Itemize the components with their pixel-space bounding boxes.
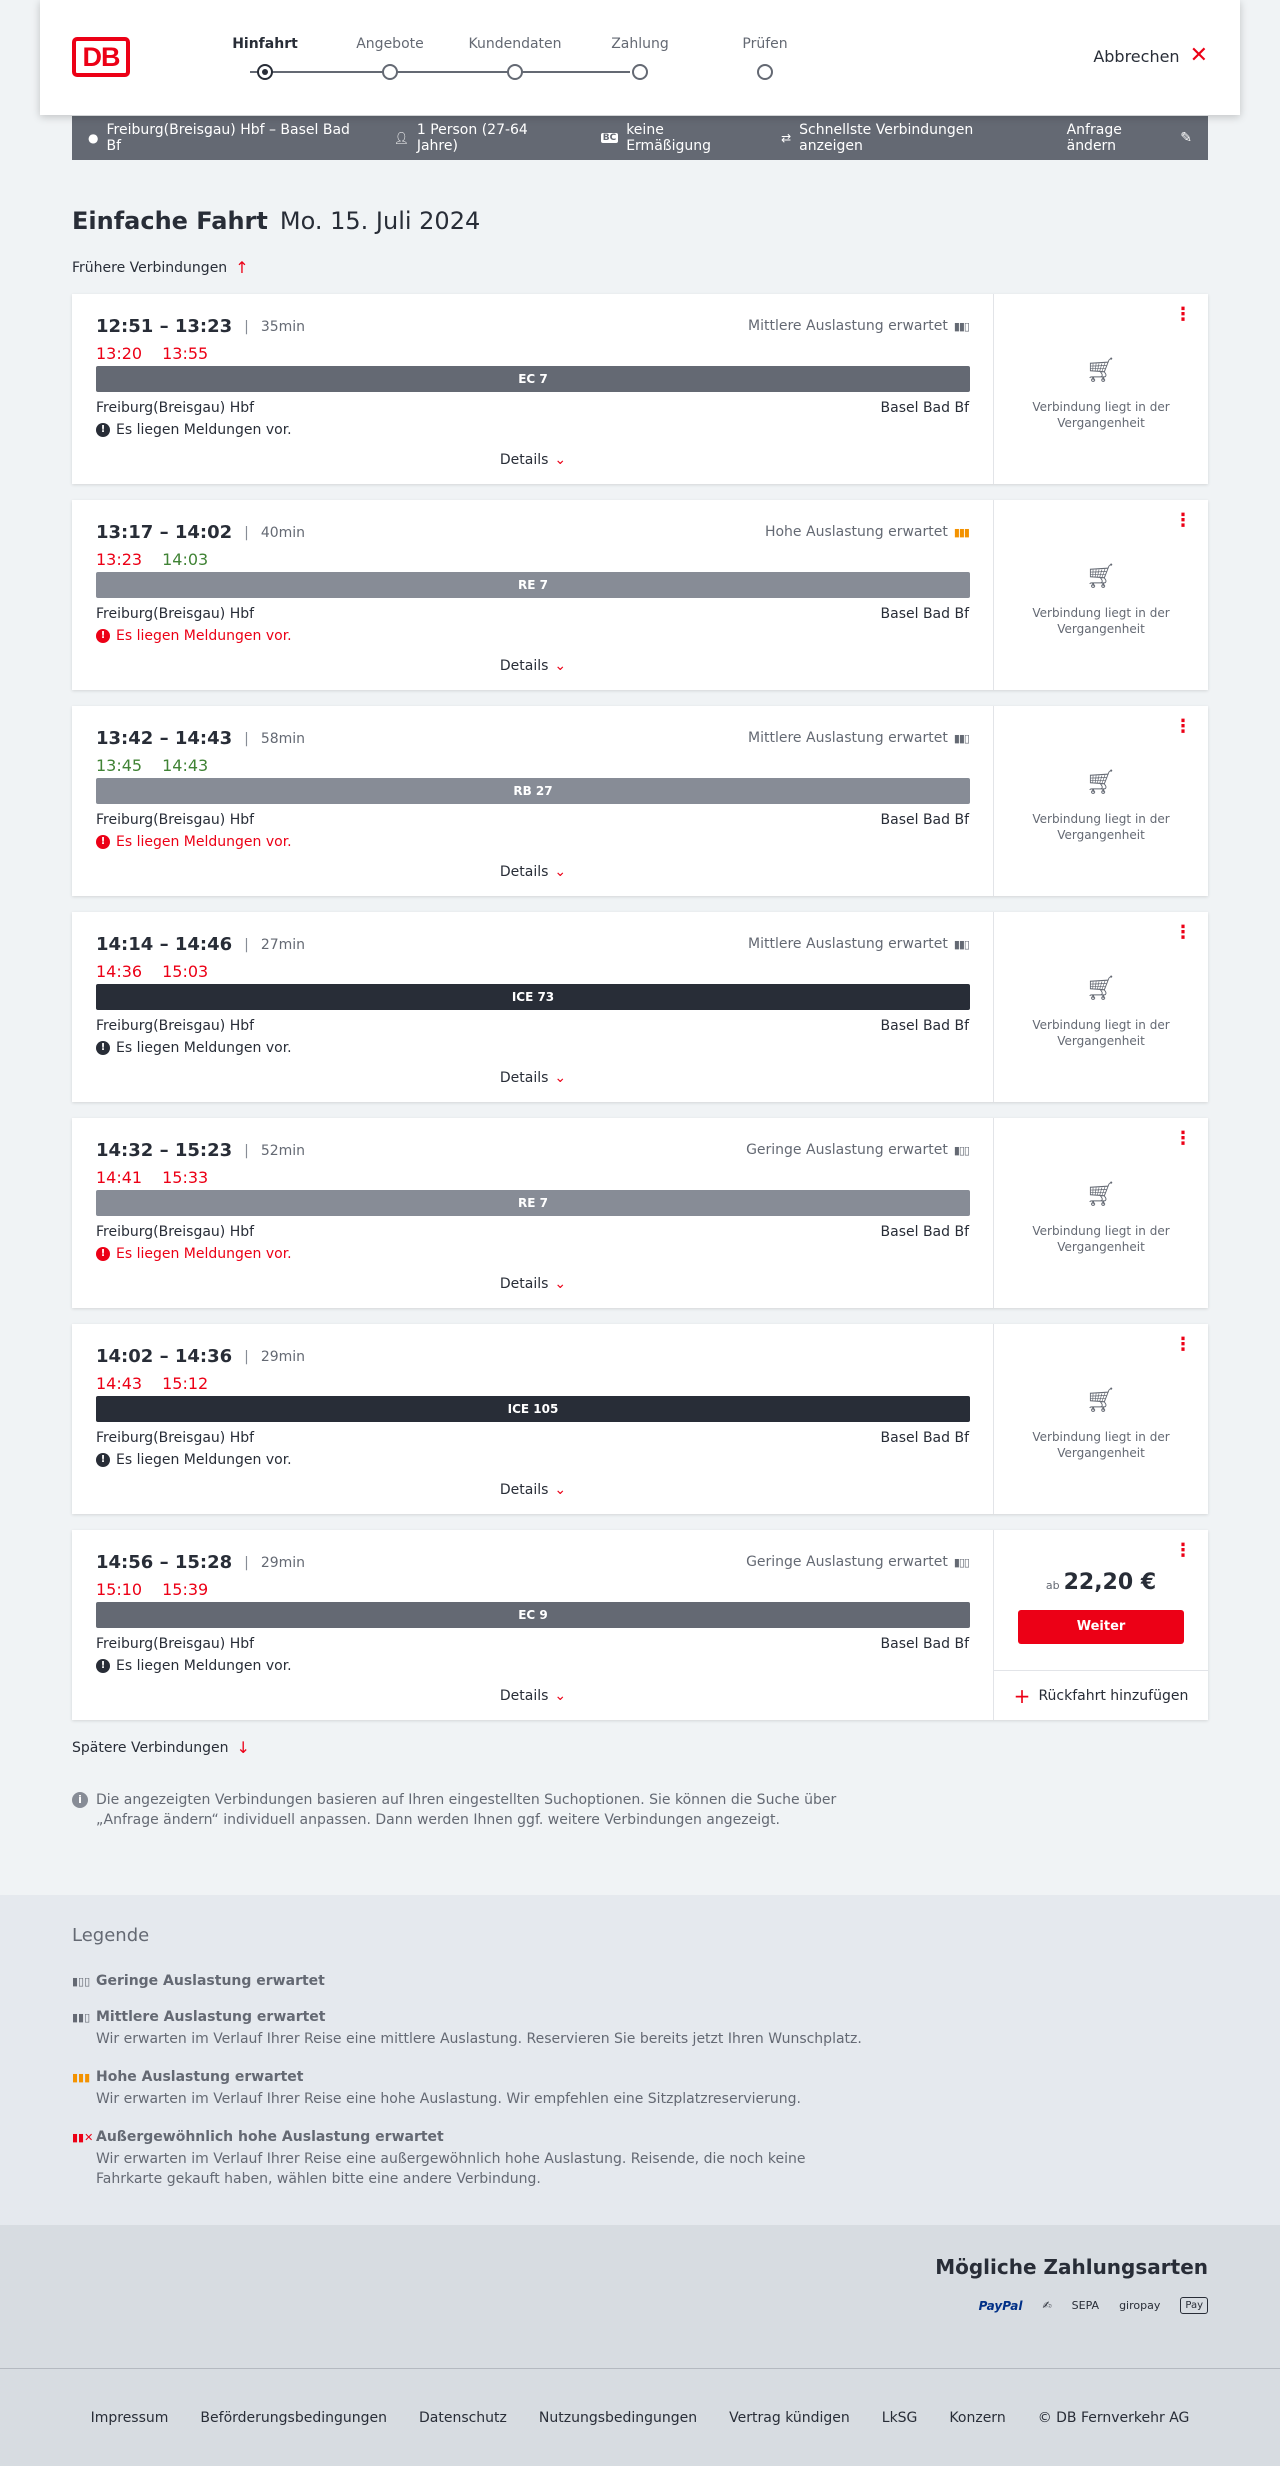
legend-item-very-high	[72, 2129, 872, 2189]
realtime-departure: 13:45	[96, 756, 143, 775]
step-kundendaten[interactable]	[460, 34, 570, 54]
occupancy-medium-icon: ▮▮▯	[953, 937, 969, 951]
connection-info	[72, 1530, 994, 1720]
realtime-times	[96, 1580, 208, 1599]
times-text: 12:51 – 13:23	[96, 316, 233, 337]
realtime-times	[96, 756, 208, 775]
realtime-times	[96, 1168, 208, 1187]
details-toggle[interactable]	[72, 1482, 994, 1498]
step-dot	[382, 64, 398, 80]
footer-link-datenschutz[interactable]: Datenschutz	[418, 2409, 507, 2426]
discount-summary	[601, 122, 749, 154]
arrival-station: Basel Bad Bf	[880, 1224, 969, 1240]
departure-station: Freiburg(Breisgau) Hbf	[96, 400, 255, 416]
train-bar[interactable]: ICE 105	[96, 1396, 970, 1422]
departure-station: Freiburg(Breisgau) Hbf	[96, 1224, 255, 1240]
details-toggle[interactable]	[72, 1688, 994, 1704]
realtime-departure: 14:43	[96, 1374, 143, 1393]
footer-copyright: © DB Fernverkehr AG	[1037, 2409, 1190, 2426]
realtime-departure: 14:36	[96, 962, 143, 981]
later-label: Spätere Verbindungen	[72, 1739, 229, 1756]
realtime-arrival: 15:33	[162, 1168, 209, 1187]
trip-date: Mo. 15. Juli 2024	[279, 207, 481, 235]
chevron-down-icon: ⌄	[554, 864, 567, 880]
connection-info	[72, 294, 994, 484]
offer-panel	[994, 500, 1208, 690]
arrival-station: Basel Bad Bf	[880, 1430, 969, 1446]
step-label: Hinfahrt	[232, 36, 298, 52]
duration: 35min	[260, 318, 306, 335]
more-options-icon[interactable]: ⋮	[1174, 922, 1192, 943]
connection-times	[96, 1140, 305, 1161]
legend-item-desc: Wir erwarten im Verlauf Ihrer Reise eine hohe Auslastung. Wir empfehlen eine Sitzplatzreservierung.	[96, 2091, 801, 2107]
price-prefix: ab	[1045, 1579, 1060, 1592]
exclamation-icon: !	[96, 1041, 110, 1055]
more-options-icon[interactable]: ⋮	[1174, 716, 1192, 737]
realtime-times	[96, 962, 208, 981]
realtime-departure: 15:10	[96, 1580, 143, 1599]
separator: |	[244, 730, 249, 747]
legend-item-low	[72, 1973, 872, 1989]
realtime-departure: 13:20	[96, 344, 143, 363]
person-icon: 👤︎	[393, 131, 409, 145]
earlier-connections-link[interactable]	[72, 258, 249, 277]
past-connection-text: Verbindung liegt in der Vergangenheit	[1032, 812, 1170, 842]
offer-panel	[994, 1118, 1208, 1308]
occupancy-info	[746, 1142, 969, 1158]
occupancy-low-icon: ▮▯▯	[953, 1143, 969, 1157]
occupancy-medium-icon: ▮▮▯	[72, 2010, 91, 2024]
cart-disabled-icon: 🛒︎	[1085, 1386, 1117, 1414]
legend-item-medium	[72, 2009, 872, 2049]
passengers-text: 1 Person (27-64 Jahre)	[416, 122, 528, 154]
connection-times	[96, 728, 305, 749]
pencil-icon: ✎	[1180, 130, 1192, 146]
details-label: Details	[499, 658, 549, 674]
connection-times	[96, 522, 305, 543]
occupancy-info	[748, 936, 969, 952]
realtime-departure: 13:23	[96, 550, 143, 569]
occupancy-info	[748, 318, 969, 334]
notice-text: Es liegen Meldungen vor.	[116, 628, 292, 644]
step-label: Kundendaten	[468, 36, 562, 52]
route-summary	[88, 122, 362, 154]
cancel-label: Abbrechen	[1093, 46, 1180, 66]
passenger-summary	[394, 122, 569, 154]
times-text: 14:56 – 15:28	[96, 1552, 233, 1573]
legend-section	[0, 1895, 1280, 2225]
sepa-icon: SEPA	[1071, 2299, 1100, 2312]
exclamation-icon: !	[96, 835, 110, 849]
more-options-icon[interactable]: ⋮	[1174, 1334, 1192, 1355]
occupancy-very-high-icon: ▮▮✕	[72, 2130, 94, 2144]
past-connection-text: Verbindung liegt in der Vergangenheit	[1032, 1018, 1170, 1048]
duration: 58min	[260, 730, 306, 747]
info-icon: i	[72, 1792, 88, 1808]
more-options-icon[interactable]: ⋮	[1174, 1128, 1192, 1149]
connection-card	[72, 1324, 1208, 1514]
connection-card	[72, 706, 1208, 896]
realtime-arrival: 15:12	[162, 1374, 209, 1393]
details-toggle[interactable]	[72, 658, 994, 674]
realtime-times	[96, 1374, 208, 1393]
swap-arrows-icon: ⇄	[781, 131, 792, 145]
exclamation-icon: !	[96, 423, 110, 437]
occupancy-text: Hohe Auslastung erwartet	[764, 524, 948, 540]
departure-station: Freiburg(Breisgau) Hbf	[96, 1636, 255, 1652]
exclamation-icon: !	[96, 1453, 110, 1467]
step-dot	[757, 64, 773, 80]
step-angebote[interactable]	[335, 34, 445, 54]
exclamation-icon: !	[96, 629, 110, 643]
separator: |	[244, 524, 249, 541]
occupancy-text: Mittlere Auslastung erwartet	[748, 318, 948, 334]
step-dot	[507, 64, 523, 80]
occupancy-info	[748, 730, 969, 746]
connection-info	[72, 500, 994, 690]
search-summary-bar	[72, 116, 1208, 160]
connection-card	[72, 500, 1208, 690]
notice-message	[96, 1246, 292, 1262]
connection-card	[72, 1530, 1208, 1720]
step-zahlung[interactable]	[585, 34, 695, 54]
occupancy-high-icon: ▮▮▮	[72, 2070, 91, 2084]
notice-text: Es liegen Meldungen vor.	[116, 1040, 292, 1056]
add-return-trip-button[interactable]	[994, 1670, 1208, 1720]
info-text: Die angezeigten Verbindungen basieren auf Ihren eingestellten Suchoptionen. Sie können die Suche über „Anfrage ändern“ individuell anpassen. Dann werden Ihnen ggf. weitere Verbindungen angezeigt.	[96, 1792, 837, 1828]
arrival-station: Basel Bad Bf	[880, 606, 969, 622]
chevron-down-icon: ⌄	[554, 452, 567, 468]
paypal-icon: PayPal	[978, 2298, 1023, 2313]
connection-card	[72, 1118, 1208, 1308]
separator: |	[244, 936, 249, 953]
times-text: 14:14 – 14:46	[96, 934, 233, 955]
cancel-button[interactable]	[1093, 43, 1208, 68]
earlier-label: Frühere Verbindungen	[72, 259, 228, 276]
occupancy-medium-icon: ▮▮▯	[953, 731, 969, 745]
price	[994, 1570, 1208, 1595]
chevron-down-icon: ⌄	[554, 1276, 567, 1292]
arrow-down-icon: ↓	[236, 1738, 250, 1757]
change-request-label: Anfrage ändern	[1066, 122, 1122, 154]
details-toggle[interactable]	[72, 1276, 994, 1292]
occupancy-text: Geringe Auslastung erwartet	[746, 1142, 948, 1158]
departure-station: Freiburg(Breisgau) Hbf	[96, 1018, 255, 1034]
legend-item-title: Außergewöhnlich hohe Auslastung erwartet	[96, 2129, 444, 2145]
route-text: Freiburg(Breisgau) Hbf – Basel Bad Bf	[106, 122, 350, 154]
notice-message	[96, 1452, 292, 1468]
connection-info	[72, 912, 994, 1102]
footer-link-vertrag-kuendigen[interactable]: Vertrag kündigen	[729, 2409, 850, 2426]
location-pin-icon: ●	[88, 131, 99, 145]
trip-type-title: Einfache Fahrt	[72, 207, 268, 235]
occupancy-low-icon: ▮▯▯	[72, 1974, 91, 1988]
bahncard-icon: BC	[602, 133, 617, 143]
chevron-down-icon: ⌄	[554, 1688, 567, 1704]
payment-title: Mögliche Zahlungsarten	[935, 2255, 1208, 2279]
legend-item-desc: Wir erwarten im Verlauf Ihrer Reise eine mittlere Auslastung. Reservieren Sie bereits jetzt Ihren Wunschplatz.	[96, 2031, 862, 2047]
offer-panel	[994, 1530, 1208, 1720]
notice-text: Es liegen Meldungen vor.	[116, 1658, 292, 1674]
connection-card	[72, 912, 1208, 1102]
cart-disabled-icon: 🛒︎	[1085, 1180, 1117, 1208]
notice-message	[96, 834, 292, 850]
realtime-arrival: 15:03	[162, 962, 209, 981]
later-connections-link[interactable]	[72, 1738, 250, 1757]
train-bar[interactable]: RB 27	[96, 778, 970, 804]
apple-pay-icon: Pay	[1180, 2297, 1208, 2314]
train-bar[interactable]: EC 9	[96, 1602, 970, 1628]
details-toggle[interactable]	[72, 1070, 994, 1086]
fastest-summary	[781, 122, 1035, 154]
cart-disabled-icon: 🛒︎	[1085, 356, 1117, 384]
offer-panel	[994, 1324, 1208, 1514]
footer-link-nutzungsbedingungen[interactable]: Nutzungsbedingungen	[538, 2409, 698, 2426]
occupancy-text: Geringe Auslastung erwartet	[746, 1554, 948, 1570]
arrival-station: Basel Bad Bf	[880, 400, 969, 416]
payment-methods-section	[0, 2225, 1280, 2368]
details-label: Details	[499, 452, 549, 468]
footer-link-lksg[interactable]: LkSG	[881, 2409, 918, 2426]
occupancy-info	[765, 524, 969, 540]
connection-card	[72, 294, 1208, 484]
times-text: 13:17 – 14:02	[96, 522, 233, 543]
step-label: Angebote	[356, 36, 424, 52]
realtime-arrival: 13:55	[162, 344, 209, 363]
more-options-icon[interactable]: ⋮	[1174, 1540, 1192, 1561]
times-text: 13:42 – 14:43	[96, 728, 233, 749]
separator: |	[244, 318, 249, 335]
occupancy-low-icon: ▮▯▯	[953, 1555, 969, 1569]
cart-disabled-icon: 🛒︎	[1085, 974, 1117, 1002]
connection-times	[96, 1346, 305, 1367]
details-label: Details	[499, 864, 549, 880]
chevron-down-icon: ⌄	[554, 658, 567, 674]
occupancy-high-icon: ▮▮▮	[953, 525, 969, 539]
price-value: 22,20 €	[1063, 1570, 1157, 1595]
duration: 29min	[260, 1348, 306, 1365]
plus-icon: +	[1013, 1683, 1031, 1708]
details-label: Details	[499, 1070, 549, 1086]
legend-item-title: Mittlere Auslastung erwartet	[96, 2009, 326, 2025]
times-text: 14:32 – 15:23	[96, 1140, 233, 1161]
offer-panel	[994, 706, 1208, 896]
occupancy-medium-icon: ▮▮▯	[953, 319, 969, 333]
duration: 27min	[260, 936, 306, 953]
train-bar[interactable]: ICE 73	[96, 984, 970, 1010]
notice-text: Es liegen Meldungen vor.	[116, 422, 292, 438]
connection-info	[72, 1118, 994, 1308]
change-request-button[interactable]	[1067, 122, 1192, 154]
footer	[0, 2368, 1280, 2466]
close-icon: ✕	[1189, 43, 1208, 68]
realtime-arrival: 14:43	[162, 756, 209, 775]
times-text: 14:02 – 14:36	[96, 1346, 233, 1367]
notice-message	[96, 1658, 292, 1674]
discount-text: keine Ermäßigung	[626, 122, 712, 154]
connection-times	[96, 934, 305, 955]
steps-line	[250, 71, 630, 73]
departure-station: Freiburg(Breisgau) Hbf	[96, 812, 255, 828]
chevron-down-icon: ⌄	[554, 1482, 567, 1498]
past-connection-text: Verbindung liegt in der Vergangenheit	[1032, 606, 1170, 636]
departure-station: Freiburg(Breisgau) Hbf	[96, 1430, 255, 1446]
info-note	[72, 1790, 852, 1830]
connection-info	[72, 706, 994, 896]
notice-text: Es liegen Meldungen vor.	[116, 834, 292, 850]
realtime-departure: 14:41	[96, 1168, 143, 1187]
page-title	[72, 207, 480, 235]
details-label: Details	[499, 1276, 549, 1292]
notice-text: Es liegen Meldungen vor.	[116, 1452, 292, 1468]
footer-link-befoerderungsbedingungen[interactable]: Beförderungsbedingungen	[200, 2409, 387, 2426]
legend-item-title: Hohe Auslastung erwartet	[96, 2069, 304, 2085]
realtime-arrival: 15:39	[162, 1580, 209, 1599]
step-pruefen[interactable]	[710, 34, 820, 54]
arrival-station: Basel Bad Bf	[880, 1636, 969, 1652]
details-toggle[interactable]	[72, 864, 994, 880]
legend-item-high	[72, 2069, 872, 2109]
footer-link-impressum[interactable]: Impressum	[90, 2409, 169, 2426]
train-bar[interactable]: EC 7	[96, 366, 970, 392]
header	[40, 0, 1240, 115]
realtime-times	[96, 550, 208, 569]
step-label: Prüfen	[742, 36, 788, 52]
past-connection-text: Verbindung liegt in der Vergangenheit	[1032, 1430, 1170, 1460]
occupancy-text: Mittlere Auslastung erwartet	[748, 730, 948, 746]
train-bar[interactable]: RE 7	[96, 572, 970, 598]
connection-times	[96, 1552, 305, 1573]
giropay-icon: giropay	[1119, 2299, 1161, 2312]
exclamation-icon: !	[96, 1247, 110, 1261]
step-dot	[632, 64, 648, 80]
chevron-down-icon: ⌄	[554, 1070, 567, 1086]
more-options-icon[interactable]: ⋮	[1174, 510, 1192, 531]
legend-item-title: Geringe Auslastung erwartet	[96, 1973, 325, 1989]
notice-message	[96, 628, 292, 644]
train-bar[interactable]: RE 7	[96, 1190, 970, 1216]
past-connection-text: Verbindung liegt in der Vergangenheit	[1032, 400, 1170, 430]
step-hinfahrt	[210, 34, 320, 54]
separator: |	[244, 1348, 249, 1365]
details-toggle[interactable]	[72, 452, 994, 468]
departure-station: Freiburg(Breisgau) Hbf	[96, 606, 255, 622]
realtime-times	[96, 344, 208, 363]
arrival-station: Basel Bad Bf	[880, 812, 969, 828]
cart-disabled-icon: 🛒︎	[1085, 768, 1117, 796]
connection-info	[72, 1324, 994, 1514]
notice-text: Es liegen Meldungen vor.	[116, 1246, 292, 1262]
arrival-station: Basel Bad Bf	[880, 1018, 969, 1034]
booking-steps	[210, 34, 788, 84]
exclamation-icon: !	[96, 1659, 110, 1673]
continue-button[interactable]: Weiter	[1018, 1610, 1184, 1644]
footer-link-konzern[interactable]: Konzern	[949, 2409, 1006, 2426]
offer-panel	[994, 912, 1208, 1102]
occupancy-info	[746, 1554, 969, 1570]
duration: 52min	[260, 1142, 306, 1159]
occupancy-text: Mittlere Auslastung erwartet	[748, 936, 948, 952]
add-return-label: Rückfahrt hinzufügen	[1038, 1687, 1189, 1704]
db-logo[interactable]: DB	[72, 37, 130, 77]
legend-item-desc: Wir erwarten im Verlauf Ihrer Reise eine außergewöhnlich hohe Auslastung. Reisende, die noch keine Fahrkarte gekauft haben, wählen bitte eine andere Verbindung.	[96, 2151, 806, 2187]
payment-icons	[979, 2297, 1208, 2314]
credit-card-icon: ✍	[1042, 2299, 1052, 2312]
duration: 29min	[260, 1554, 306, 1571]
notice-message	[96, 422, 292, 438]
past-connection-text: Verbindung liegt in der Vergangenheit	[1032, 1224, 1170, 1254]
details-label: Details	[499, 1482, 549, 1498]
legend-title: Legende	[72, 1925, 150, 1946]
notice-message	[96, 1040, 292, 1056]
cart-disabled-icon: 🛒︎	[1085, 562, 1117, 590]
more-options-icon[interactable]: ⋮	[1174, 304, 1192, 325]
connection-times	[96, 316, 305, 337]
arrow-up-icon: ↑	[235, 258, 249, 277]
duration: 40min	[260, 524, 306, 541]
fastest-text: Schnellste Verbindungen anzeigen	[799, 122, 974, 154]
step-dot	[257, 64, 273, 80]
separator: |	[244, 1554, 249, 1571]
details-label: Details	[499, 1688, 549, 1704]
separator: |	[244, 1142, 249, 1159]
step-label: Zahlung	[611, 36, 669, 52]
realtime-arrival: 14:03	[162, 550, 209, 569]
offer-panel	[994, 294, 1208, 484]
